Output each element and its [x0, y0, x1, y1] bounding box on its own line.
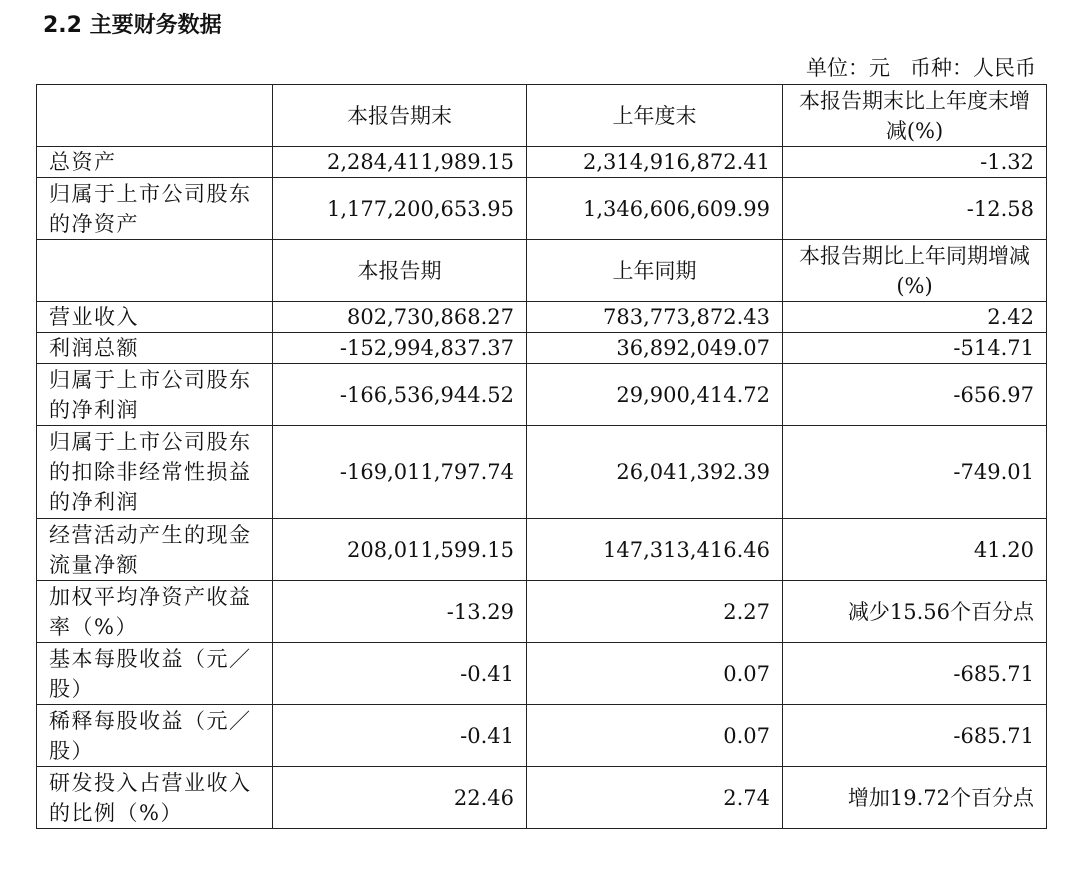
- cell-change: -685.71: [783, 643, 1047, 705]
- header-row-balance: [37, 85, 1047, 147]
- cell-change: -656.97: [783, 364, 1047, 426]
- table-row: [37, 767, 1047, 829]
- row-label: 营业收入: [37, 302, 273, 333]
- row-label: 经营活动产生的现金流量净额: [37, 519, 273, 581]
- cell-change: -514.71: [783, 333, 1047, 364]
- cell-current: -0.41: [273, 643, 527, 705]
- row-label: 稀释每股收益（元／股）: [37, 705, 273, 767]
- table-row: [37, 519, 1047, 581]
- cell-current: 802,730,868.27: [273, 302, 527, 333]
- table-row: [37, 364, 1047, 426]
- header-period-end: 本报告期末: [273, 85, 527, 147]
- row-label: 归属于上市公司股东的净资产: [37, 178, 273, 240]
- table-row: [37, 705, 1047, 767]
- header-prior-year-end: 上年度末: [527, 85, 783, 147]
- table-row: [37, 333, 1047, 364]
- row-label: 归属于上市公司股东的扣除非经常性损益的净利润: [37, 426, 273, 519]
- table-row: [37, 581, 1047, 643]
- cell-current: -166,536,944.52: [273, 364, 527, 426]
- cell-previous: 783,773,872.43: [527, 302, 783, 333]
- row-label: 基本每股收益（元／股）: [37, 643, 273, 705]
- header-current-period: 本报告期: [273, 240, 527, 302]
- cell-previous: 2.27: [527, 581, 783, 643]
- header-change-vs-prior-period: 本报告期比上年同期增减(%): [783, 240, 1047, 302]
- header-blank-cell: [37, 240, 273, 302]
- cell-previous: 0.07: [527, 705, 783, 767]
- table-row: [37, 178, 1047, 240]
- cell-change: -1.32: [783, 147, 1047, 178]
- table-row: [37, 643, 1047, 705]
- cell-change: -749.01: [783, 426, 1047, 519]
- cell-change: -685.71: [783, 705, 1047, 767]
- financial-data-table: [36, 84, 1047, 829]
- cell-current: 208,011,599.15: [273, 519, 527, 581]
- unit-currency-note: 单位：元 币种：人民币: [805, 56, 1036, 80]
- cell-previous: 147,313,416.46: [527, 519, 783, 581]
- row-label: 总资产: [37, 147, 273, 178]
- section-title: 2.2 主要财务数据: [43, 13, 222, 38]
- cell-previous: 2,314,916,872.41: [527, 147, 783, 178]
- table-row: [37, 302, 1047, 333]
- cell-current: -169,011,797.74: [273, 426, 527, 519]
- cell-change: 减少15.56个百分点: [783, 581, 1047, 643]
- cell-change: 41.20: [783, 519, 1047, 581]
- table-row: [37, 147, 1047, 178]
- cell-previous: 0.07: [527, 643, 783, 705]
- cell-current: -152,994,837.37: [273, 333, 527, 364]
- header-blank-cell: [37, 85, 273, 147]
- cell-current: 22.46: [273, 767, 527, 829]
- cell-change: -12.58: [783, 178, 1047, 240]
- row-label: 加权平均净资产收益率（%）: [37, 581, 273, 643]
- header-prior-period: 上年同期: [527, 240, 783, 302]
- cell-previous: 1,346,606,609.99: [527, 178, 783, 240]
- header-change-vs-year-end: 本报告期末比上年度末增减(%): [783, 85, 1047, 147]
- table-row: [37, 426, 1047, 519]
- row-label: 研发投入占营业收入的比例（%）: [37, 767, 273, 829]
- cell-current: -0.41: [273, 705, 527, 767]
- cell-previous: 26,041,392.39: [527, 426, 783, 519]
- row-label: 利润总额: [37, 333, 273, 364]
- cell-previous: 29,900,414.72: [527, 364, 783, 426]
- row-label: 归属于上市公司股东的净利润: [37, 364, 273, 426]
- cell-current: 1,177,200,653.95: [273, 178, 527, 240]
- header-row-period: [37, 240, 1047, 302]
- cell-change: 2.42: [783, 302, 1047, 333]
- cell-current: 2,284,411,989.15: [273, 147, 527, 178]
- cell-current: -13.29: [273, 581, 527, 643]
- cell-previous: 36,892,049.07: [527, 333, 783, 364]
- cell-previous: 2.74: [527, 767, 783, 829]
- cell-change: 增加19.72个百分点: [783, 767, 1047, 829]
